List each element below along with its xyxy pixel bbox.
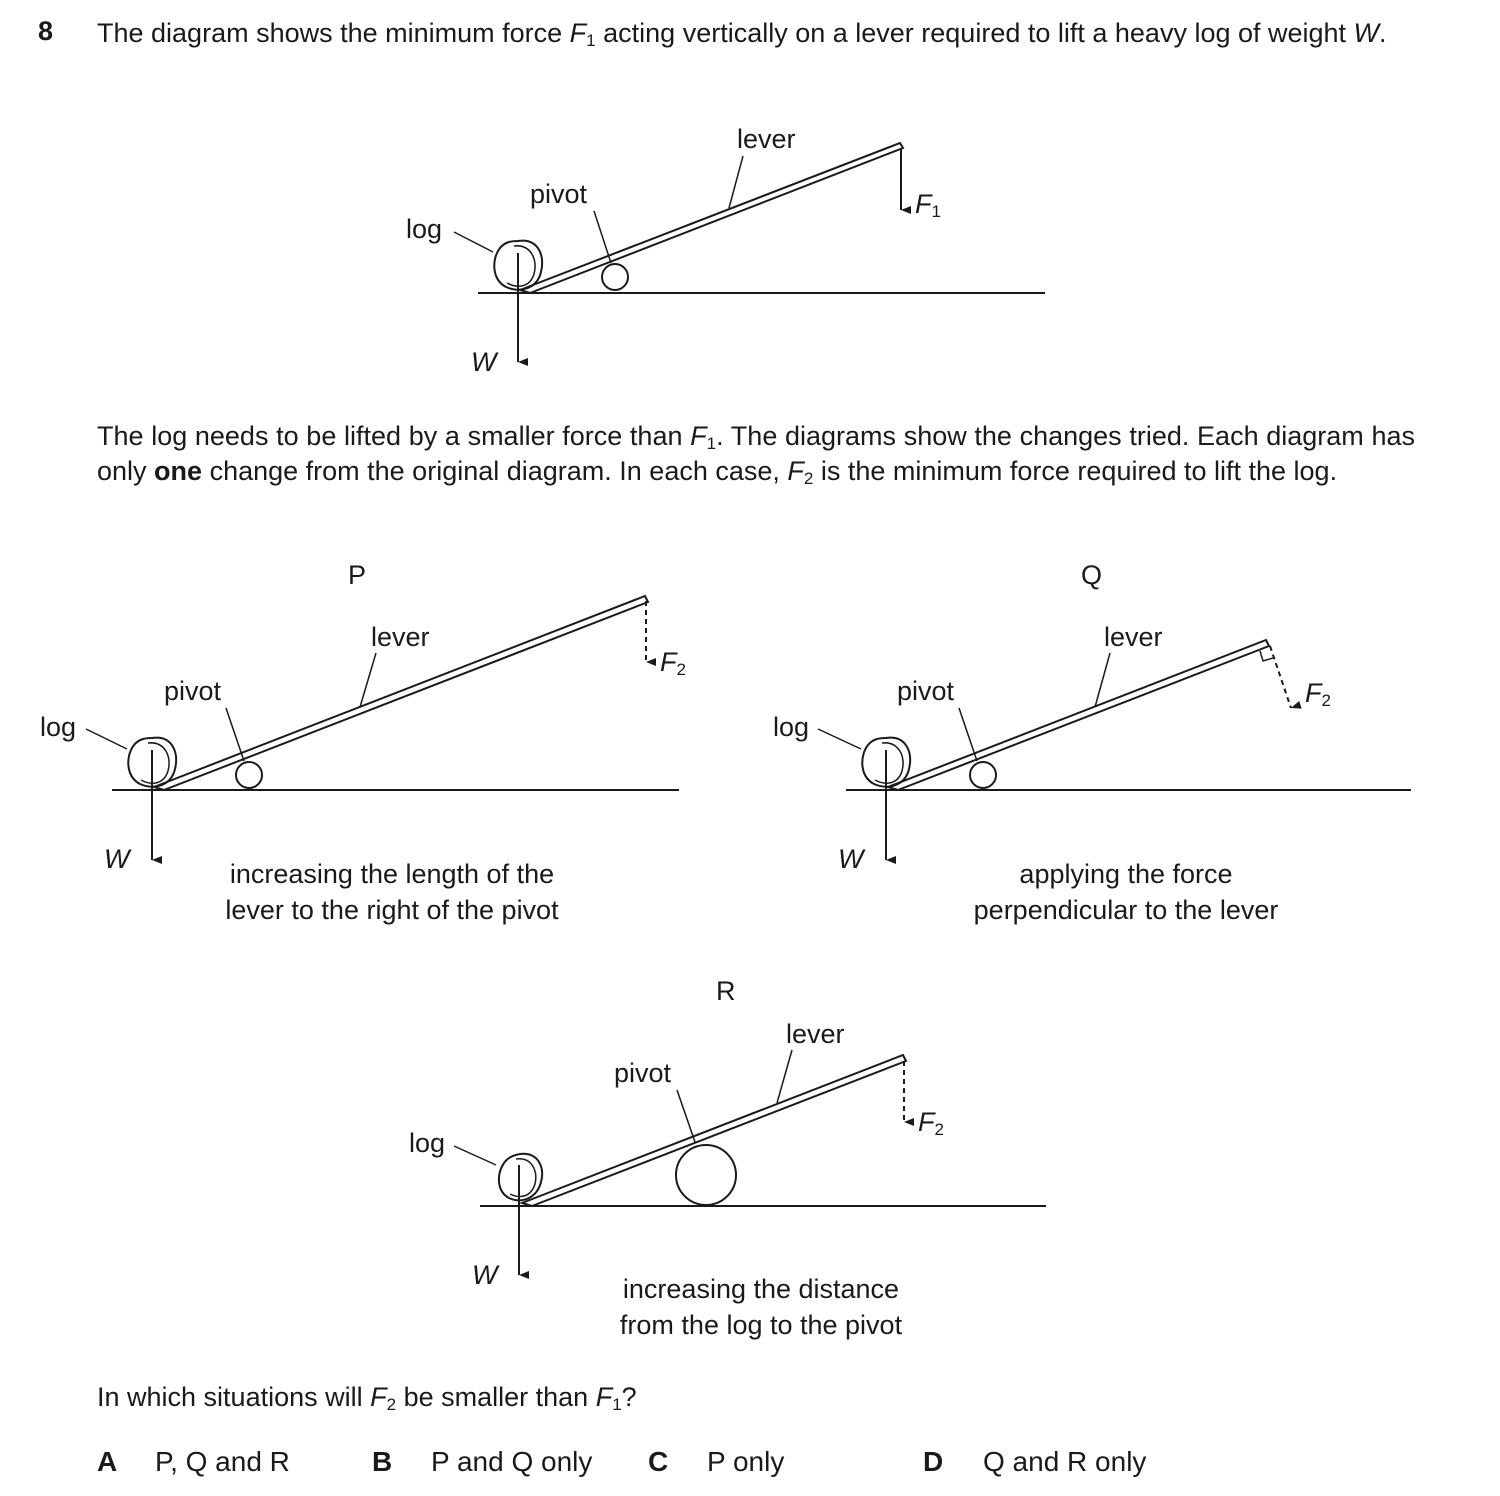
force-f2-arrow	[1270, 646, 1291, 708]
lever-leader	[729, 156, 743, 208]
r-log-label: log	[409, 1128, 446, 1158]
option-c[interactable]: C P only	[648, 1446, 785, 1477]
p-lever-label: lever	[371, 622, 430, 652]
lever-leader	[777, 1050, 792, 1103]
r-lever-label: lever	[786, 1019, 845, 1049]
r-force-label: $F_2$	[918, 1107, 944, 1139]
p-pivot-label: pivot	[164, 676, 222, 706]
r-pivot-label: pivot	[614, 1058, 672, 1088]
q-caption: applying the force perpendicular to the lever	[973, 859, 1279, 925]
original-diagram	[454, 143, 1045, 362]
pivot-leader	[594, 211, 611, 263]
p-weight-label: W	[104, 844, 130, 874]
lever-leader	[360, 653, 376, 707]
right-angle-mark	[1260, 651, 1273, 661]
r-weight-label: W	[472, 1260, 498, 1290]
option-b[interactable]: B P and Q only	[372, 1446, 593, 1477]
question-intro: The diagram shows the minimum force $F_1$ acting vertically on a lever required to lift a heavy log of weight W.	[97, 18, 1387, 50]
pivot-circle	[970, 762, 996, 788]
pivot-leader	[226, 708, 244, 761]
log-leader	[818, 729, 861, 749]
original-lever-label: lever	[737, 124, 796, 154]
pivot-circle	[236, 762, 262, 788]
log-leader	[454, 1146, 496, 1165]
q-log-label: log	[773, 712, 810, 742]
option-d[interactable]: D Q and R only	[923, 1446, 1147, 1477]
q-weight-label: W	[838, 844, 864, 874]
diagram-q-title: Q	[1081, 560, 1103, 590]
p-force-label: $F_2$	[660, 647, 686, 679]
option-a[interactable]: A P, Q and R	[97, 1446, 290, 1477]
lever-bar	[520, 143, 903, 293]
diagram-r-title: R	[716, 976, 736, 1006]
pivot-leader	[959, 708, 977, 761]
diagram-q	[818, 640, 1411, 860]
lever-bar	[888, 640, 1269, 790]
q-pivot-label: pivot	[897, 676, 955, 706]
pivot-circle	[676, 1145, 736, 1205]
original-log-label: log	[406, 214, 443, 244]
diagram-p-title: P	[348, 560, 367, 590]
log-leader	[454, 232, 493, 252]
pivot-circle	[602, 264, 628, 290]
r-caption: increasing the distance from the log to the pivot	[619, 1274, 903, 1340]
question-number: 8	[38, 16, 54, 46]
original-weight-label: W	[471, 347, 497, 377]
lever-leader	[1095, 653, 1110, 707]
p-caption: increasing the length of the lever to the right of the pivot	[225, 859, 559, 925]
p-log-label: log	[40, 712, 77, 742]
pivot-leader	[677, 1090, 695, 1142]
diagram-r	[454, 1050, 1046, 1275]
log-leader	[86, 729, 127, 749]
question-middle-text: The log needs to be lifted by a smaller force than $F_1$. The diagrams show the changes tried. Each diagram has only one change from the original diagram. In each case, $F_2$ is the minimum force required to lift the log.	[97, 421, 1415, 488]
q-lever-label: lever	[1104, 622, 1163, 652]
original-force-label: $F_1$	[915, 189, 941, 221]
question-prompt: In which situations will $F_2$ be smaller than $F_1$?	[97, 1382, 637, 1414]
original-pivot-label: pivot	[530, 179, 588, 209]
lever-bar	[522, 1055, 906, 1206]
q-force-label: $F_2$	[1305, 678, 1331, 710]
